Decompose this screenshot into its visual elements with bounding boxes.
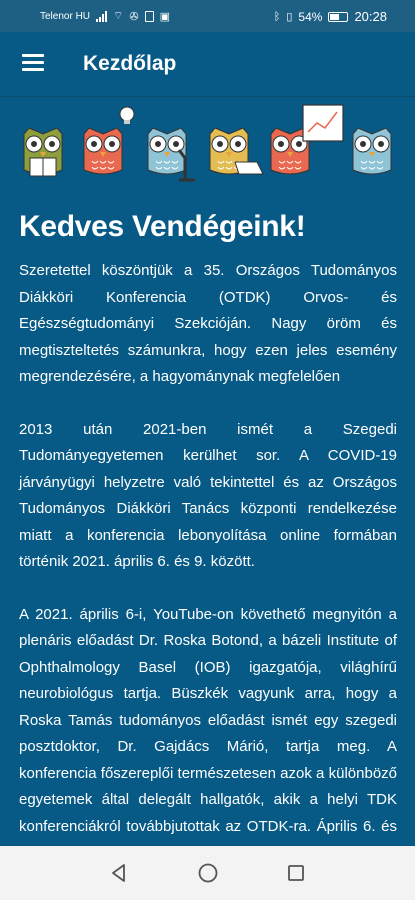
- owl-illustration: [353, 128, 391, 174]
- battery-percent: 54%: [298, 9, 323, 24]
- clock: 20:28: [354, 9, 387, 24]
- page-title: Kezdőlap: [83, 52, 177, 75]
- status-bar: [0, 0, 415, 32]
- hamburger-menu-button[interactable]: [22, 54, 44, 72]
- app-bar: [0, 32, 415, 96]
- paragraph: A 2021. április 6-i, YouTube-on követhető megnyitón a plenáris előadást Dr. Roska Botond, a bázeli Institute of Ophthalmology Basel (IOB) igazgatója, világhírű neurobiológus tartja. Büszkék vagyunk arra, hogy a Roska Tamás tudományos előadást ismét egy szegedi posztdoktor, Dr. Gajdács Márió, tartja meg. A konferencia főszereplői természetesen azok a különböző egyetemek által delegált hallgatók, akik a helyi TDK konferenciákról továbbjutottak az OTDK-ra. Április 6. és: [19, 605, 397, 835]
- battery-icon: [328, 12, 348, 22]
- status-left: [40, 9, 170, 23]
- carrier-name: Telenor HU: [40, 10, 91, 22]
- owl-illustration: [84, 107, 134, 174]
- paragraph: Szeretettel köszöntjük a 35. Országos Tudományos Diákköri Konferencia (OTDK) Orvos- és Egészségtudományi Szekcióján. Nagy öröm és megtiszteltetés számunkra, hogy ezen jeles esemény megrendezésére, a hagyománynak megfelelően: [19, 262, 397, 385]
- chat-icon: ▣: [159, 10, 170, 23]
- vibrate-icon: ▯: [286, 11, 293, 23]
- owl-illustration: [210, 128, 263, 174]
- notification-icon: ✇: [129, 10, 139, 23]
- system-navigation-bar: [0, 846, 415, 900]
- owl-illustration: [148, 128, 195, 180]
- app-bar-divider: [0, 96, 415, 97]
- signal-icon: [96, 11, 107, 22]
- owl-illustration: [24, 128, 62, 176]
- back-icon[interactable]: [106, 860, 132, 886]
- home-icon[interactable]: [195, 860, 221, 886]
- welcome-content: [19, 210, 397, 893]
- sim-icon: [145, 11, 154, 22]
- owl-banner: [0, 98, 415, 196]
- bluetooth-icon: ᛒ: [273, 10, 281, 23]
- owl-illustration: [271, 105, 343, 174]
- welcome-heading: Kedves Vendégeink!: [19, 210, 306, 243]
- wifi-icon: ⌔: [113, 10, 124, 22]
- paragraph: 2013 után 2021-ben ismét a Szegedi Tudományegyetemen kerülhet sor. A COVID-19 járványügyi helyzetre való tekintettel és az Országos Tudományos Diákköri Tanács központi rendelkezése miatt a konferencia lebonyolítása online formában történik 2021. április 6. és 9. között.: [19, 420, 397, 570]
- recents-icon[interactable]: [283, 860, 309, 886]
- status-right: [274, 9, 387, 24]
